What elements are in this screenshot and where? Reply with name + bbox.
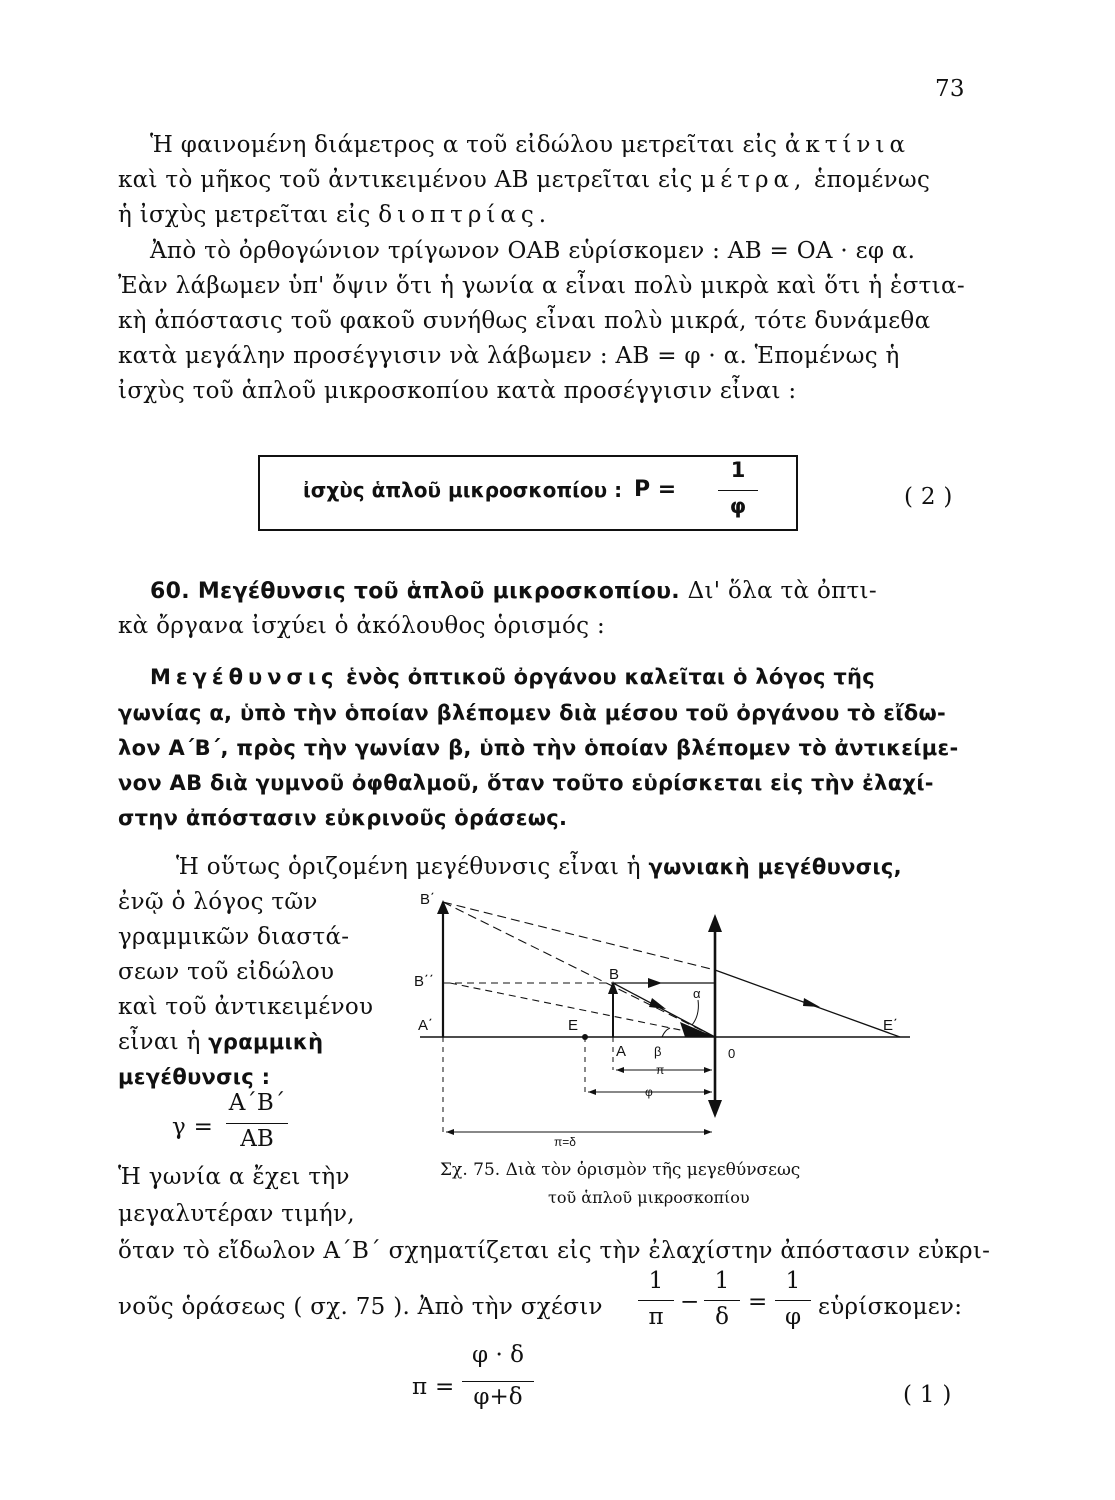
dim-pi-delta-arrow-left [446, 1129, 454, 1135]
formula-box-label: ἰσχὺς ἁπλοῦ μικροσκοπίου : [303, 478, 623, 502]
dashed-ray-bpp [450, 983, 715, 1037]
formula-box-fraction-line [718, 490, 758, 491]
rel-f2-denominator: δ [715, 1304, 729, 1330]
para1-line1: Ἡ φαινομένη διάμετρος α τοῦ εἰδώλου μετρεῖται εἰς ἀκτίνια [150, 132, 911, 158]
section-line1: 60. Μεγέθυνσις τοῦ ἁπλοῦ μικροσκοπίου. Δι' ὅλα τὰ ὀπτι- [150, 578, 877, 604]
para2-line4: κατὰ μεγάλην προσέγγισιν νὰ λάβωμεν : ΑΒ = φ · α. Ἑπομένως ἡ [118, 343, 900, 369]
label-pi: π [656, 1063, 665, 1077]
rel-f3-line [775, 1300, 811, 1301]
rel-f1-denominator: π [648, 1304, 664, 1330]
gamma-fraction-line [226, 1123, 288, 1124]
final-lhs: π = [412, 1374, 455, 1400]
dim-pi-delta-arrow-right [704, 1129, 712, 1135]
label-B: B [609, 966, 620, 983]
dim-phi-arrow-left [588, 1089, 596, 1095]
definition-line4: νον ΑΒ διὰ γυμνοῦ ὀφθαλμοῦ, ὅταν τοῦτο εὑρίσκεται εἰς τὴν ἐλαχί- [118, 771, 934, 795]
figure-caption-line1: Σχ. 75. Διὰ τὸν ὁρισμὸν τῆς μεγεθύνσεως [440, 1160, 801, 1180]
beta-arc [662, 1028, 670, 1037]
ray-eye-arrow [803, 998, 820, 1007]
formula-box-denominator: φ [729, 494, 747, 518]
ray-parallel-arrow [648, 978, 662, 988]
page-number: 73 [935, 76, 965, 102]
section-line2: κὰ ὄργανα ἰσχύει ὁ ἀκόλουθος ὁρισμός : [118, 613, 605, 639]
para3-last-b: εὑρίσκομεν: [818, 1294, 963, 1320]
final-fraction-line [462, 1381, 534, 1382]
gamma-numerator: Α΄Β΄ [228, 1090, 286, 1116]
definition-line3: λον Α΄Β΄, πρὸς τὴν γωνίαν β, ὑπὸ τὴν ὁποίαν βλέπομεν τὸ ἀντικείμε- [118, 736, 959, 760]
para2-line1: Ἀπὸ τὸ ὀρθογώνιον τρίγωνον ΟΑΒ εὑρίσκομεν : ΑΒ = ΟΑ · εφ α. [150, 238, 916, 264]
para3-left-line4: καὶ τοῦ ἀντικειμένου [118, 994, 374, 1020]
formula-box-numerator: 1 [730, 458, 746, 482]
formula-box-number: ( 2 ) [904, 484, 953, 510]
para1-line3: ἡ ἰσχὺς μετρεῖται εἰς διοπτρίας. [118, 202, 552, 228]
label-Bpp: B΄΄ [414, 973, 434, 990]
rel-f2-line [704, 1300, 740, 1301]
label-beta: β [654, 1044, 662, 1059]
rel-f3-numerator: 1 [785, 1268, 801, 1294]
label-Ap: A΄ [418, 1017, 433, 1034]
label-alpha: α [693, 986, 701, 1001]
label-E: E [568, 1017, 579, 1034]
para3-line-full: ὅταν τὸ εἴδωλον Α΄Β΄ σχηματίζεται εἰς τὴν ἐλαχίστην ἀπόστασιν εὐκρι- [118, 1238, 991, 1264]
label-Ep: E΄ [883, 1017, 898, 1034]
rel-f1-line [638, 1300, 674, 1301]
label-phi: φ [645, 1085, 653, 1099]
label-O: 0 [728, 1046, 736, 1061]
final-denominator: φ+δ [473, 1384, 523, 1410]
para3-left-line3: σεων τοῦ εἰδώλου [118, 959, 335, 985]
alpha-pointer [692, 1000, 698, 1025]
final-numerator: φ · δ [472, 1342, 524, 1368]
lens-top-arrowhead [708, 914, 722, 932]
para2-line3: κὴ ἀπόστασις τοῦ φακοῦ συνήθως εἶναι πολὺ μικρά, τότε δυνάμεθα [118, 308, 931, 334]
angle-alpha-wedge [680, 1022, 715, 1037]
lens-bottom-arrowhead [708, 1100, 722, 1118]
definition-line2: γωνίας α, ὑπὸ τὴν ὁποίαν βλέπομεν διὰ μέσου τοῦ ὀργάνου τὸ εἴδω- [118, 701, 947, 725]
figure-caption-line2: τοῦ ἁπλοῦ μικροσκοπίου [548, 1188, 750, 1207]
rel-equals: = [748, 1289, 768, 1315]
formula-box-lhs: P = [634, 477, 677, 502]
label-A: A [616, 1043, 627, 1060]
rel-f2-numerator: 1 [714, 1268, 730, 1294]
dim-pi-arrow-left [616, 1067, 624, 1073]
final-number: ( 1 ) [903, 1382, 952, 1408]
ray-center-arrow [649, 998, 666, 1009]
para3-left-line1: ἐνῷ ὁ λόγος τῶν [118, 889, 318, 915]
para3-after2: μεγαλυτέραν τιμήν, [118, 1201, 355, 1227]
para3-last-a: νοῦς ὁράσεως ( σχ. 75 ). Ἀπὸ τὴν σχέσιν [118, 1294, 603, 1320]
para2-line2: Ἐὰν λάβωμεν ὑπ' ὄψιν ὅτι ἡ γωνία α εἶναι πολὺ μικρὰ καὶ ὅτι ἡ ἑστια- [118, 273, 965, 299]
section-heading: 60. Μεγέθυνσις τοῦ ἁπλοῦ μικροσκοπίου. [150, 579, 680, 604]
para3-left-line5: εἶναι ἡ γραμμικὴ [118, 1029, 324, 1055]
label-pi-delta: π=δ [554, 1135, 576, 1149]
dashed-ray-upper [443, 902, 715, 970]
gamma-lhs: γ = [172, 1114, 214, 1140]
definition-line1: Μεγέθυνσις ἑνὸς ὀπτικοῦ ὀργάνου καλεῖται ὁ λόγος τῆς [150, 665, 876, 689]
dim-pi-arrow-right [704, 1067, 712, 1073]
para3-left-line2: γραμμικῶν διαστά- [118, 924, 350, 950]
label-Bp: B΄ [420, 891, 435, 908]
figure-75-diagram [380, 880, 940, 1160]
para3-after1: Ἡ γωνία α ἔχει τὴν [118, 1164, 350, 1190]
rel-minus: − [680, 1289, 700, 1315]
dashed-ray-center [443, 902, 715, 1037]
para1-line2: καὶ τὸ μῆκος τοῦ ἀντικειμένου ΑΒ μετρεῖται εἰς μέτρα, ἑπομένως [118, 167, 931, 193]
gamma-denominator: ΑΒ [240, 1126, 274, 1152]
dim-phi-arrow-right [704, 1089, 712, 1095]
rel-f3-denominator: φ [784, 1304, 802, 1330]
rel-f1-numerator: 1 [648, 1268, 664, 1294]
para2-line5: ἰσχὺς τοῦ ἁπλοῦ μικροσκοπίου κατὰ προσέγγισιν εἶναι : [118, 378, 797, 404]
para3-line1: Ἡ οὕτως ὁριζομένη μεγέθυνσις εἶναι ἡ γωνιακὴ μεγέθυνσις, [176, 854, 902, 880]
para3-left-line6: μεγέθυνσις : [118, 1065, 271, 1089]
definition-line5: στην ἀπόστασιν εὐκρινοῦς ὁράσεως. [118, 806, 568, 830]
